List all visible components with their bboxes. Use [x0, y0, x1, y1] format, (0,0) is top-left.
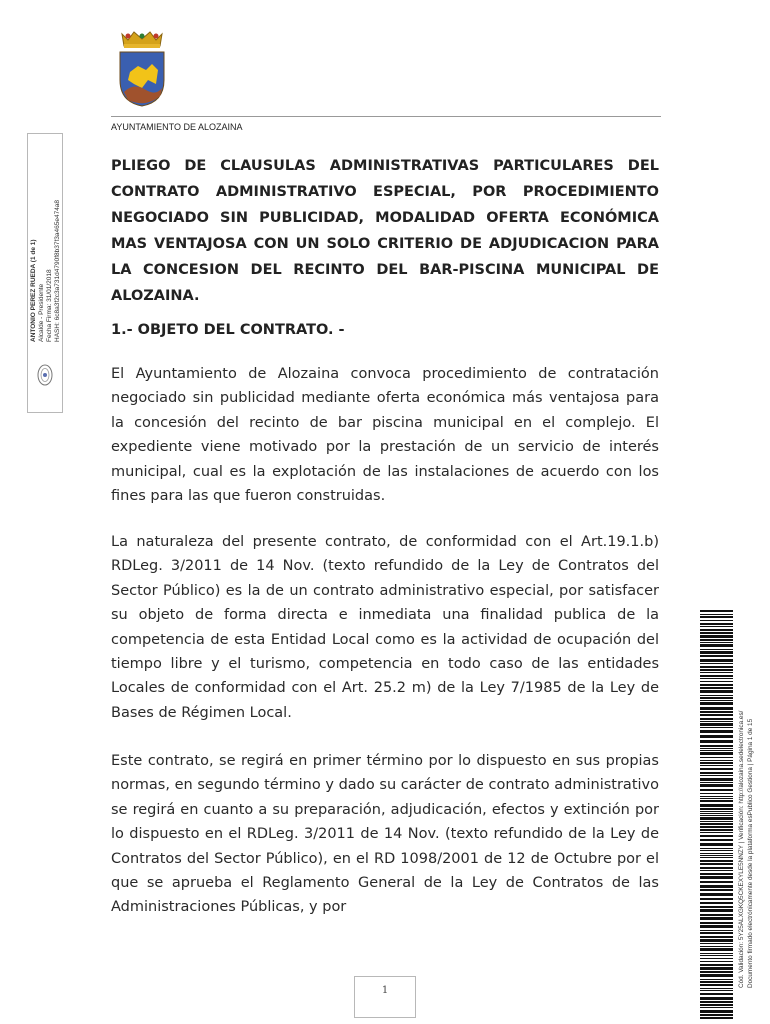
page-number: 1 — [354, 976, 416, 1018]
signature-date: Fecha Firma: 31/01/2018 — [46, 269, 53, 342]
signature-seal-icon — [36, 362, 54, 388]
verification-block — [737, 608, 755, 988]
municipal-crest-logo — [116, 30, 168, 108]
section-heading: 1.- OBJETO DEL CONTRATO. - — [111, 322, 345, 338]
signature-hash: HASH: 6c8a3f2c3a731d4790f8b37f3a465e474a8 — [54, 199, 61, 342]
document-title: PLIEGO DE CLAUSULAS ADMINISTRATIVAS PARTICULARES DEL CONTRATO ADMINISTRATIVO ESPECIAL, POR PROCEDIMIENTO NEGOCIADO SIN PUBLICIDAD, MODALIDAD OFERTA ECONÓMICA MAS VENTAJOSA CON UN SOLO CRITERIO DE ADJUDICACION PARA LA CONCESION DEL RECINTO DEL BAR-PISCINA MUNICIPAL DE ALOZAINA. — [111, 158, 659, 304]
signature-block — [30, 142, 62, 342]
paragraph: Este contrato, se regirá en primer término por lo dispuesto en sus propias normas, en segundo término y dado su carácter de contrato administrativo se regirá en cuanto a su preparación, adjudicación, efectos y extinción por lo dispuesto en el RDLeg. 3/2011 de 14 Nov. (texto refundido de la Ley de Contratos del Sector Público), en el RD 1098/2001 de 12 de Octubre por el que se aprueba el Reglamento General de la Ley de Contratos de las Administraciones Públicas, y por — [111, 753, 659, 916]
verification-note: Documento firmado electrónicamente desde la plataforma esPublico Gestiona | Página 1 de 15 — [747, 718, 754, 988]
header-rule — [111, 116, 661, 117]
barcode — [700, 610, 733, 1020]
paragraph: El Ayuntamiento de Alozaina convoca procedimiento de contratación negociado sin publicidad mediante oferta económica más ventajosa para la concesión del recinto de bar piscina municipal en el complejo. El expediente viene motivado por la prestación de un servicio de interés municipal, cual es la explotación de las instalaciones de acuerdo con los fines para las que fueron construidas. — [111, 366, 659, 505]
paragraph: La naturaleza del presente contrato, de conformidad con el Art.19.1.b) RDLeg. 3/2011 de 14 Nov. (texto refundido de la Ley de Contratos del Sector Público) es la de un contrato administrativo especial, por satisfacer su objeto de forma directa e inmediata una finalidad publica de la competencia de esta Entidad Local como es la actividad de ocupación del tiempo libre y el turismo, competencia en todo caso de las entidades Locales de conformidad con el Art. 25.2 m) de la Ley 7/1985 de la Ley de Bases de Régimen Local. — [111, 534, 659, 721]
signer-role: Alcalde - Presidente — [38, 283, 45, 342]
verification-code: Cód. Validación: 5Y25ALXGKQ5CKEXYLE5NNZY | Verificación: http://alozaina.sedelectronica.es/ — [738, 710, 745, 988]
organization-name: AYUNTAMIENTO DE ALOZAINA — [111, 122, 243, 132]
signer-name: ANTONIO PEREZ RUEDA (1 de 1) — [30, 239, 37, 342]
